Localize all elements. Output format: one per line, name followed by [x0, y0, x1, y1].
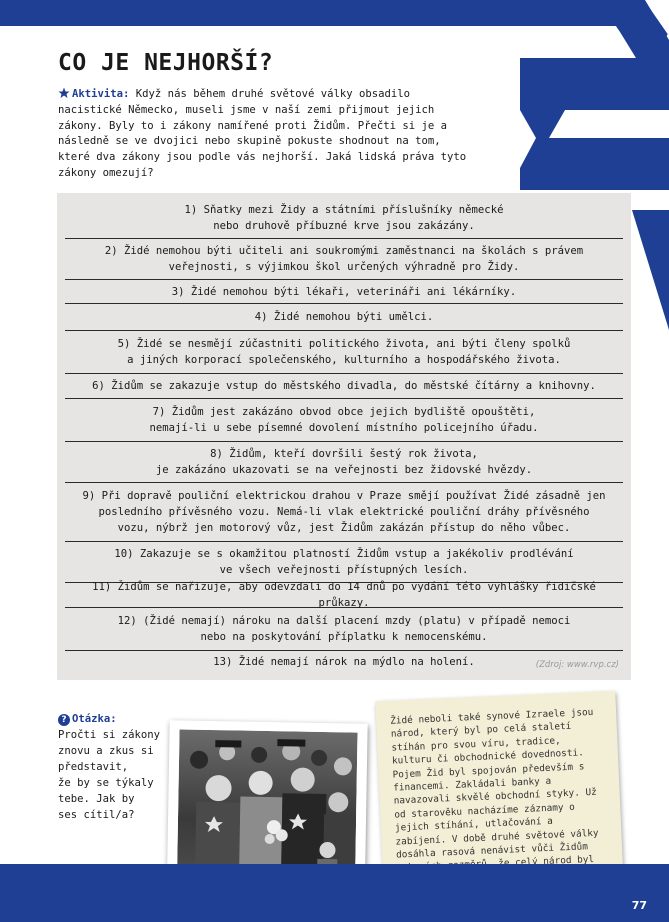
source-citation: (Zdroj: www.rvp.cz) [535, 660, 619, 670]
note-text: Židé neboli také synové Izraele jsou národ, který byl po celá staletí stíhán pro svou víru, tradice, kulturu či obchodnické dovednosti. Pojem Žid byl spojován především s financemi. Zakládali banky a navazovali skvělé obchodní styky. Už od starověku nacházíme záznamy o jejich stíhání, utlačování a zabíjení. V době druhé světové války dosáhla rasová nenávist vůči Židům celý národ byl [390, 706, 599, 869]
activity-text: Když nás během druhé světové války obsadilo nacistické Německo, museli jsme v naší zemi přijmout jejich zákony. Byly to i zákony namířené proti Židům. Přečti si je a následně se ve dvojici nebo skupině pokuste shodnout na tom, které dva zákony jsou podle vás nejhorší. Jaká lidská práva tyto zákony omezují? [58, 88, 467, 179]
question-label: Otázka: [72, 713, 117, 725]
page-number: 77 [631, 899, 647, 912]
question-box: ? Otázka: Pročti si zákony znovu a zkus si představit, že by se týkaly tebe. Jak by ses cítil/a? [58, 713, 161, 821]
law-item: 7) Židům jest zakázáno obvod obce jejich bydliště opouštěti, nemají-li u sebe písemné dovolení místního policejního úřadu. [65, 399, 623, 442]
law-item: 4) Židé nemohou býti umělci. [65, 304, 623, 331]
law-item: 13) Židé nemají nárok na mýdlo na holení. [213, 656, 475, 668]
activity-label: Aktivita: [72, 88, 130, 100]
law-item: 9) Při dopravě pouliční elektrickou drahou v Praze smějí používat Židé zásadně jen posledního přívěsného vozu. Nemá-li vlak elektrické pouliční dráhy přívěsného vozu, nýbrž jen motorový vůz, jest Židům zakázán přístup do něho vůbec. [65, 483, 623, 542]
law-item: 10) Zakazuje se s okamžitou platností Židům vstup a jakékoliv prodlévání ve všech veřejnosti přístupných lesích. [65, 542, 623, 583]
law-item: 5) Židé se nesmějí zúčastniti politického života, ani býti členy spolků a jiných korporací společenského, kulturního a hospodářského života. [65, 331, 623, 374]
law-item: 12) (Židé nemají) nároku na další placení mzdy (platu) v případě nemoci nebo na poskytování příplatku k nemocenskému. [65, 608, 623, 651]
question-icon: ? [58, 714, 70, 726]
activity-instructions [58, 87, 478, 182]
laws-panel [57, 193, 631, 680]
star-icon [58, 87, 70, 99]
law-item: 6) Židům se zakazuje vstup do městského divadla, do městské čítárny a knihovny. [65, 374, 623, 399]
law-item: 1) Sňatky mezi Židy a státními příslušníky německé nebo druhově příbuzné krve jsou zakázány. [65, 198, 623, 239]
page-title: CO JE NEJHORŠÍ? [58, 50, 274, 76]
law-item: 3) Židé nemohou býti lékaři, veterináři ani lékárníky. [65, 280, 623, 304]
bottom-banner [0, 864, 669, 922]
law-item: 11) Židům se nařizuje, aby odevzdali do 14 dnů po vydání této vyhlášky řidičské průkazy. [65, 583, 623, 608]
law-item: 2) Židé nemohou býti učiteli ani soukromými zaměstnanci na školách s právem veřejnosti, s výjimkou škol určených výhradně pro Židy. [65, 239, 623, 280]
law-item: 8) Židům, kteří dovršili šestý rok života, je zakázáno ukazovati se na veřejnosti bez židovské hvězdy. [65, 442, 623, 483]
